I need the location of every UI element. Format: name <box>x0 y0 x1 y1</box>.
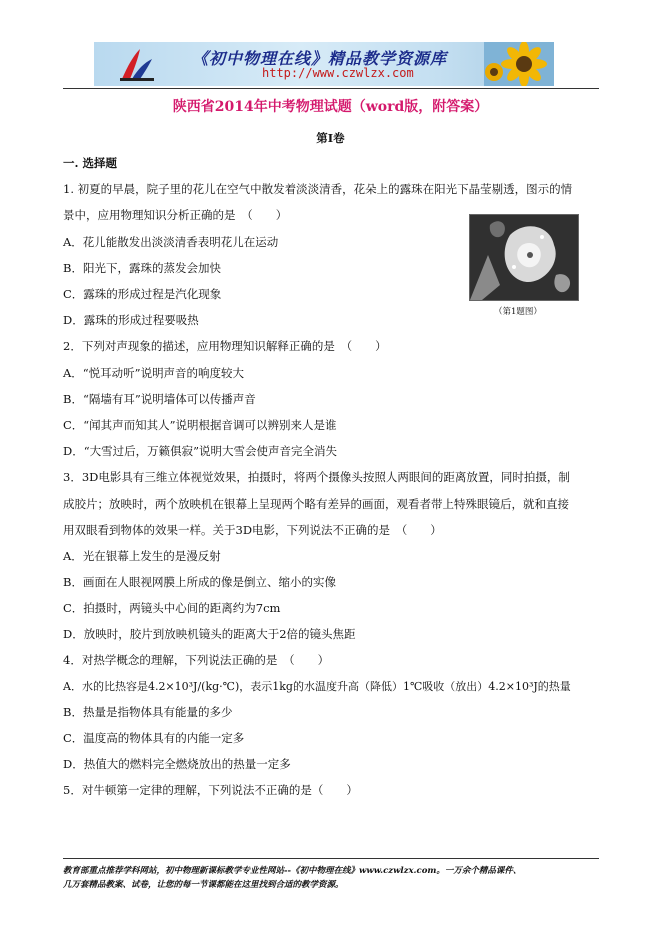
footer-line-1: 教育部重点推荐学科网站，初中物理新课标教学专业性网站--《初中物理在线》www.czwlzx.com。一万余个精品课件、 <box>63 866 522 876</box>
question-1-line-2: 景中，应用物理知识分析正确的是 （ ） <box>63 208 288 222</box>
header-banner <box>94 42 554 86</box>
question-5-stem: 5．对牛顿第一定律的理解，下列说法不正确的是（ ） <box>63 783 358 797</box>
header-rule <box>63 88 599 89</box>
sunflower-icon <box>484 42 554 86</box>
question-4-option-c: C．温度高的物体具有的内能一定多 <box>63 731 245 745</box>
question-2-option-c: C．“闻其声而知其人”说明根据音调可以辨别来人是谁 <box>63 418 337 432</box>
footer-line-2: 几万套精品教案、试卷，让您的每一节课都能在这里找到合适的教学资源。 <box>63 880 344 890</box>
question-3-option-c: C．拍摄时，两镜头中心间的距离约为7cm <box>63 601 281 615</box>
banner-url[interactable]: http://www.czwlzx.com <box>262 66 414 80</box>
footer-rule <box>63 858 599 859</box>
question-4-stem: 4．对热学概念的理解，下列说法正确的是 （ ） <box>63 653 330 667</box>
site-logo-icon <box>118 45 158 83</box>
question-3-option-b: B．画面在人眼视网膜上所成的像是倒立、缩小的实像 <box>63 575 336 589</box>
question-1-option-b: B．阳光下，露珠的蒸发会加快 <box>63 261 221 275</box>
banner-title: 《初中物理在线》精品教学资源库 <box>192 49 448 68</box>
question-4-option-d: D．热值大的燃料完全燃烧放出的热量一定多 <box>63 757 291 771</box>
question-1-option-c: C．露珠的形成过程是汽化现象 <box>63 287 222 301</box>
flower-photo-icon <box>470 215 578 300</box>
question-2-option-b: B．“隔墙有耳”说明墙体可以传播声音 <box>63 392 256 406</box>
section-title: 第I卷 <box>316 131 345 145</box>
question-4-option-b: B．热量是指物体具有能量的多少 <box>63 705 233 719</box>
question-2-stem: 2．下列对声现象的描述，应用物理知识解释正确的是 （ ） <box>63 339 387 353</box>
question-4-option-a: A．水的比热容是4.2×10³J/(kg·℃)，表示1kg的水温度升高（降低）1℃吸收（放出）4.2×10³J的热量 <box>63 680 571 693</box>
question-1-option-d: D．露珠的形成过程要吸热 <box>63 313 199 327</box>
question-1-option-a: A．花儿能散发出淡淡清香表明花儿在运动 <box>63 235 279 249</box>
question-1-line-1: 1. 初夏的早晨，院子里的花儿在空气中散发着淡淡清香，花朵上的露珠在阳光下晶莹剔透，图示的情 <box>63 182 573 196</box>
document-title: 陕西省2014年中考物理试题（word版，附答案） <box>172 99 489 115</box>
question-2-option-a: A．“悦耳动听”说明声音的响度较大 <box>63 366 245 380</box>
question-3-line-3: 用双眼看到物体的效果一样。关于3D电影，下列说法不正确的是 （ ） <box>63 523 442 537</box>
question-3-line-1: 3．3D电影具有三维立体视觉效果，拍摄时，将两个摄像头按照人两眼间的距离放置，同时拍摄，制 <box>63 470 570 484</box>
question-3-line-2: 成胶片；放映时，两个放映机在银幕上呈现两个略有差异的画面，观看者带上特殊眼镜后，就和直接 <box>63 497 569 511</box>
question-1-figure <box>469 214 579 301</box>
question-2-option-d: D．“大雪过后，万籁俱寂”说明大雪会使声音完全消失 <box>63 444 337 458</box>
question-3-option-d: D．放映时，胶片到放映机镜头的距离大于2倍的镜头焦距 <box>63 627 356 641</box>
question-3-option-a: A．光在银幕上发生的是漫反射 <box>63 549 221 563</box>
part-heading: 一. 选择题 <box>63 156 118 170</box>
figure-caption: （第1题图） <box>494 307 542 317</box>
